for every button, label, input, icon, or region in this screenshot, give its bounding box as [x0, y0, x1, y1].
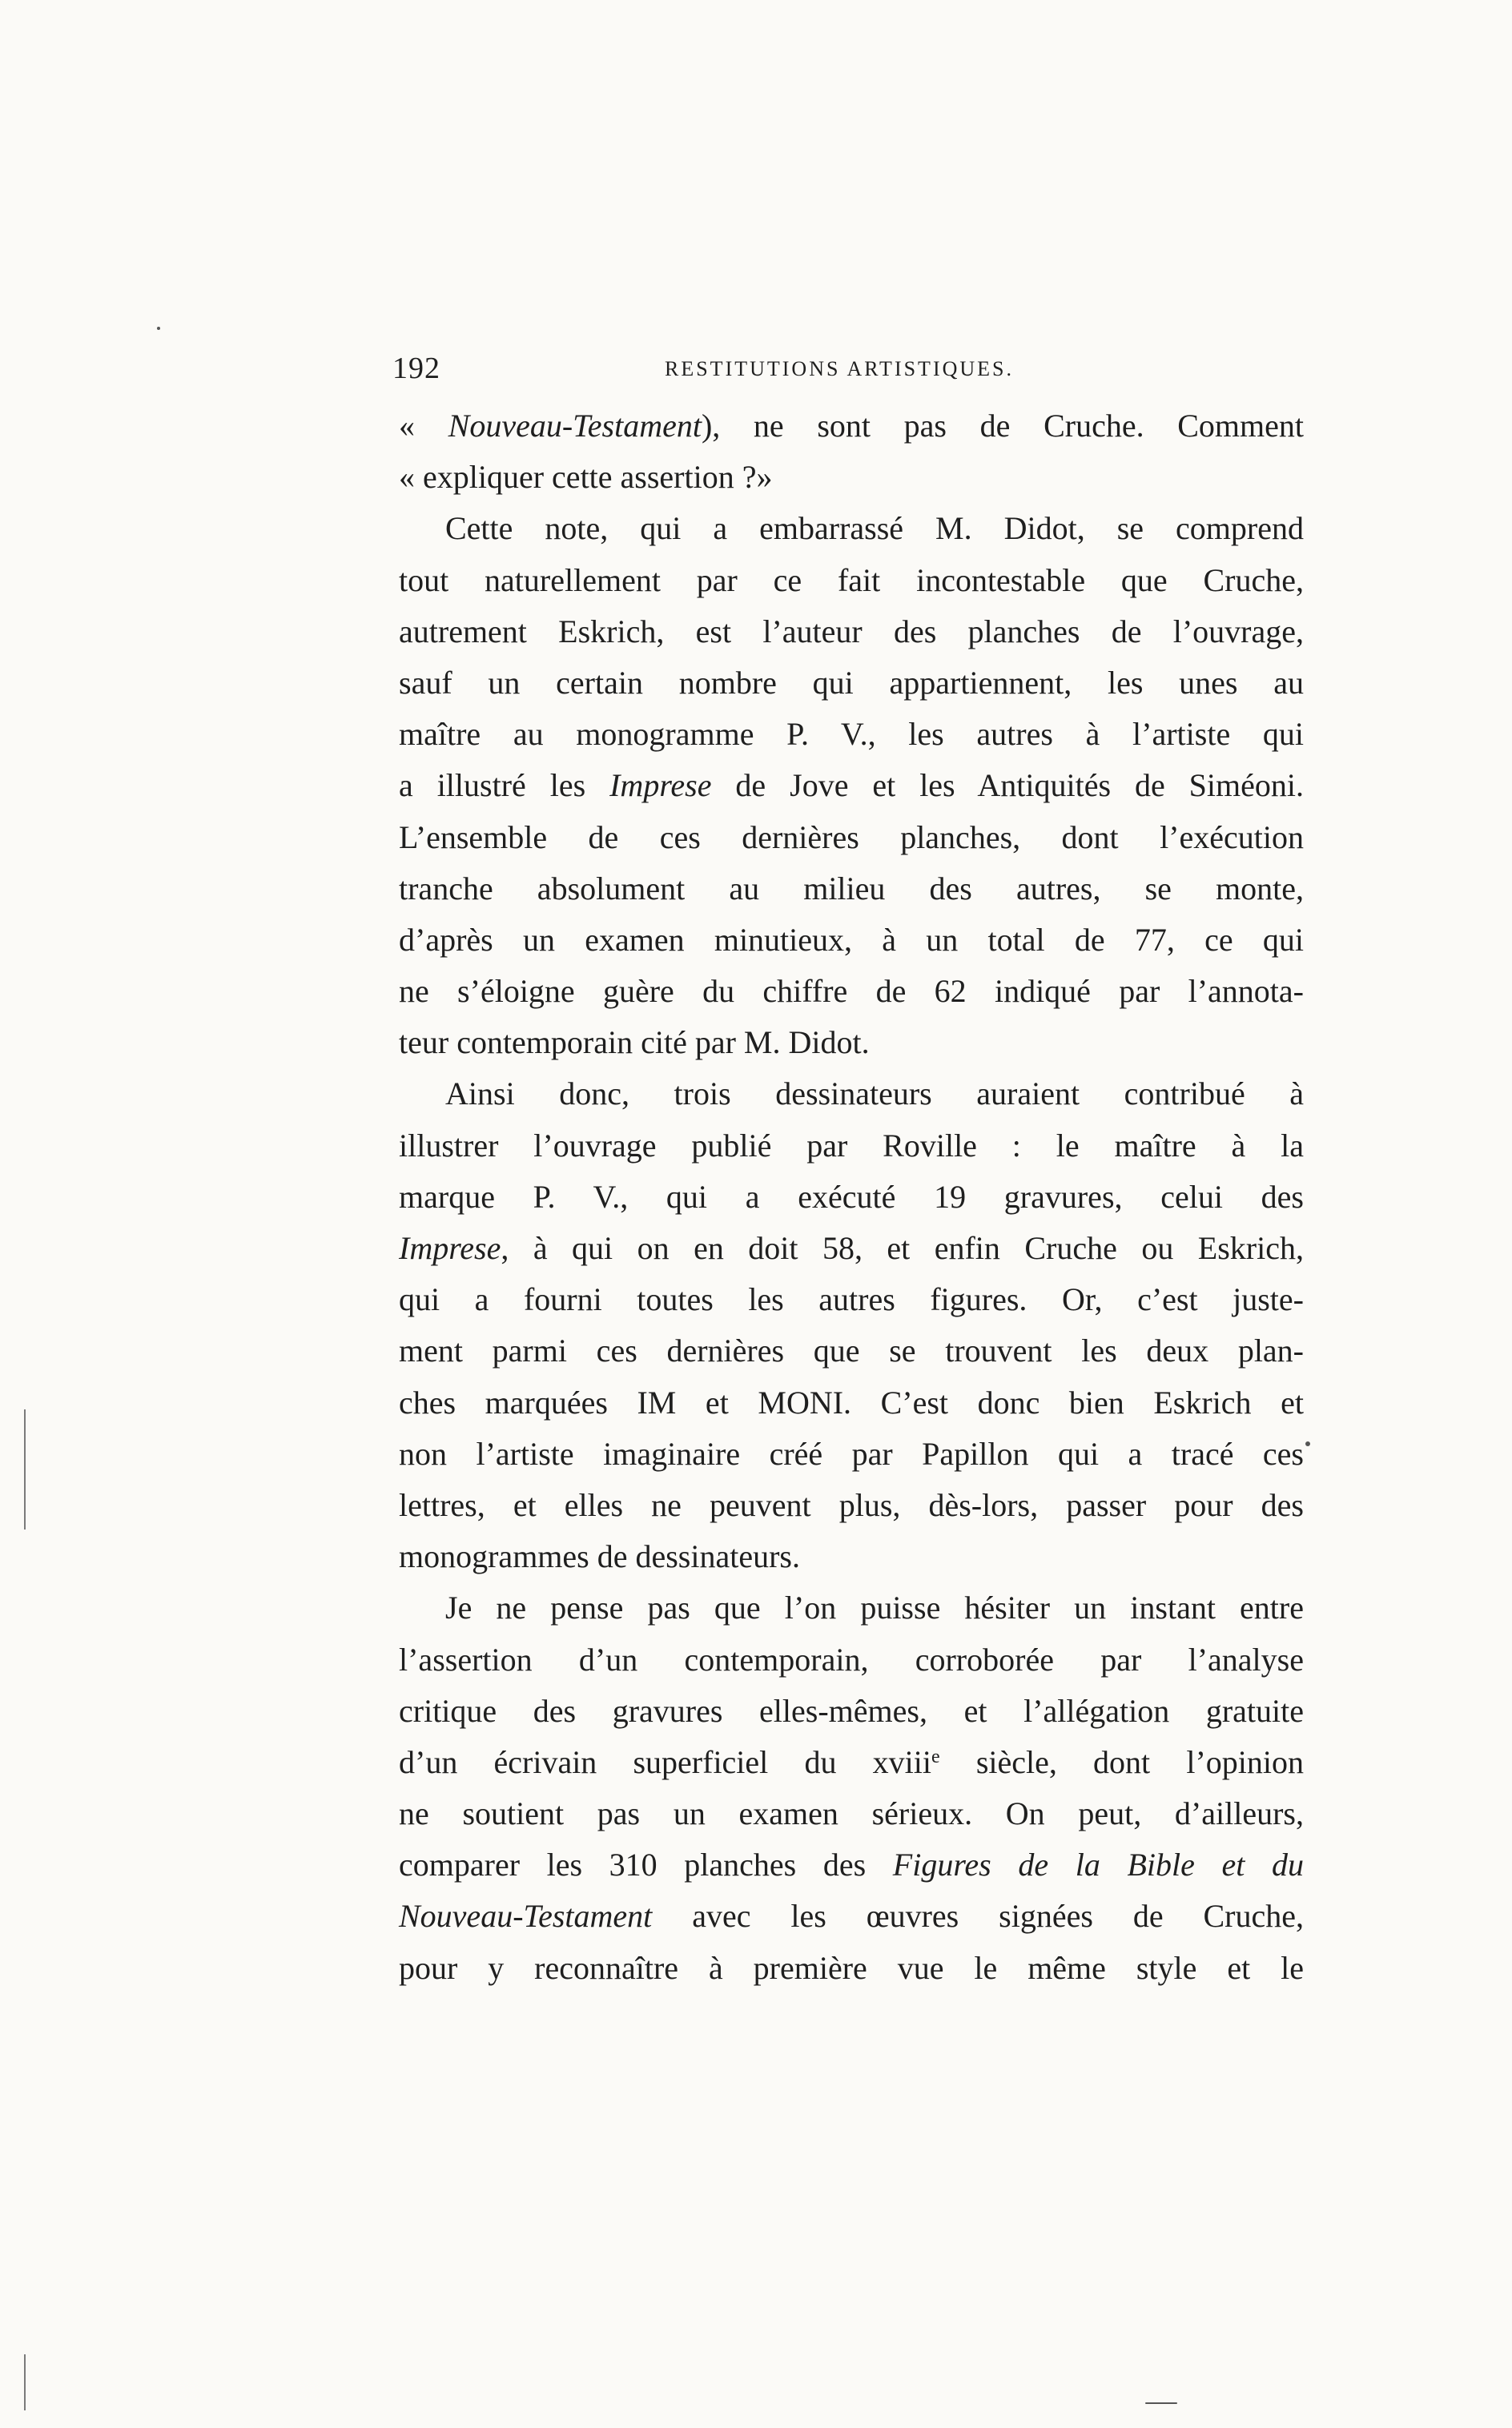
paragraph-start-line: Cette note, qui a embarrassé M. Didot, se comprend — [445, 510, 1304, 547]
text-line: ches marquées IM et MONI. C’est donc bien Eskrich et — [399, 1384, 1304, 1421]
text-line: l’assertion d’un contemporain, corroborée par l’analyse — [399, 1641, 1304, 1678]
text-line: Nouveau-Testament avec les œuvres signées de Cruche, — [399, 1898, 1304, 1935]
text-line: tranche absolument au milieu des autres, se monte, — [399, 870, 1304, 906]
text-line: illustrer l’ouvrage publié par Roville : le maître à la — [399, 1127, 1304, 1164]
text-line: monogrammes de dessinateurs. — [399, 1538, 800, 1575]
superscript-e: e — [931, 1746, 940, 1767]
text-line: comparer les 310 planches des Figures de la Bible et du — [399, 1847, 1304, 1883]
text-line-with-superscript — [399, 1737, 1304, 1788]
text-line: pour y reconnaître à première vue le même style et le — [399, 1949, 1304, 1986]
line-tail: siècle, dont l’opinion — [975, 1743, 1305, 1780]
text-line: « expliquer cette assertion ?» — [399, 459, 773, 496]
text-line: non l’artiste imaginaire créé par Papillon qui a tracé ces — [399, 1435, 1304, 1472]
scan-speck — [1145, 2402, 1177, 2404]
text-line: sauf un certain nombre qui appartiennent, les unes au — [399, 664, 1304, 701]
text-line: L’ensemble de ces dernières planches, dont l’exécution — [399, 818, 1304, 855]
text-line: a illustré les Imprese de Jove et les Antiquités de Siméoni. — [399, 767, 1305, 804]
text-line: ne soutient pas un examen sérieux. On peut, d’ailleurs, — [399, 1795, 1304, 1832]
text-line: qui a fourni toutes les autres figures. Or, c’est juste- — [399, 1281, 1304, 1318]
text-line: critique des gravures elles-mêmes, et l’allégation gratuite — [399, 1692, 1304, 1729]
text-line: autrement Eskrich, est l’auteur des planches de l’ouvrage, — [399, 613, 1304, 649]
line-head: d’un écrivain superficiel du xviii — [399, 1743, 931, 1780]
paragraph-start-line: Je ne pense pas que l’on puisse hésiter un instant entre — [445, 1590, 1304, 1626]
text-line: tout naturellement par ce fait incontestable que Cruche, — [399, 561, 1304, 598]
text-line: d’après un examen minutieux, à un total de 77, ce qui — [399, 921, 1304, 958]
scan-speck — [1305, 1441, 1310, 1446]
scan-margin-line — [24, 2354, 26, 2410]
scan-speck — [157, 327, 160, 330]
text-line: ne s’éloigne guère du chiffre de 62 indiqué par l’annota- — [399, 973, 1304, 1010]
paragraph-start-line: Ainsi donc, trois dessinateurs auraient contribué à — [445, 1075, 1304, 1112]
text-line: « Nouveau-Testament), ne sont pas de Cruche. Comment — [399, 408, 1305, 444]
text-line: marque P. V., qui a exécuté 19 gravures, celui des — [399, 1178, 1304, 1215]
page-header — [392, 351, 1313, 399]
text-line: ment parmi ces dernières que se trouvent les deux plan- — [399, 1333, 1304, 1369]
text-line: teur contemporain cité par M. Didot. — [399, 1024, 870, 1061]
text-line: Imprese, à qui on en doit 58, et enfin Cruche ou Eskrich, — [399, 1230, 1304, 1266]
text-line: lettres, et elles ne peuvent plus, dès-lors, passer pour des — [399, 1486, 1304, 1523]
page-number: 192 — [392, 352, 440, 385]
scan-margin-line — [24, 1409, 26, 1530]
text-line: maître au monogramme P. V., les autres à l’artiste qui — [399, 716, 1304, 753]
body-text — [399, 400, 1304, 1994]
running-title: RESTITUTIONS ARTISTIQUES. — [665, 357, 1014, 380]
